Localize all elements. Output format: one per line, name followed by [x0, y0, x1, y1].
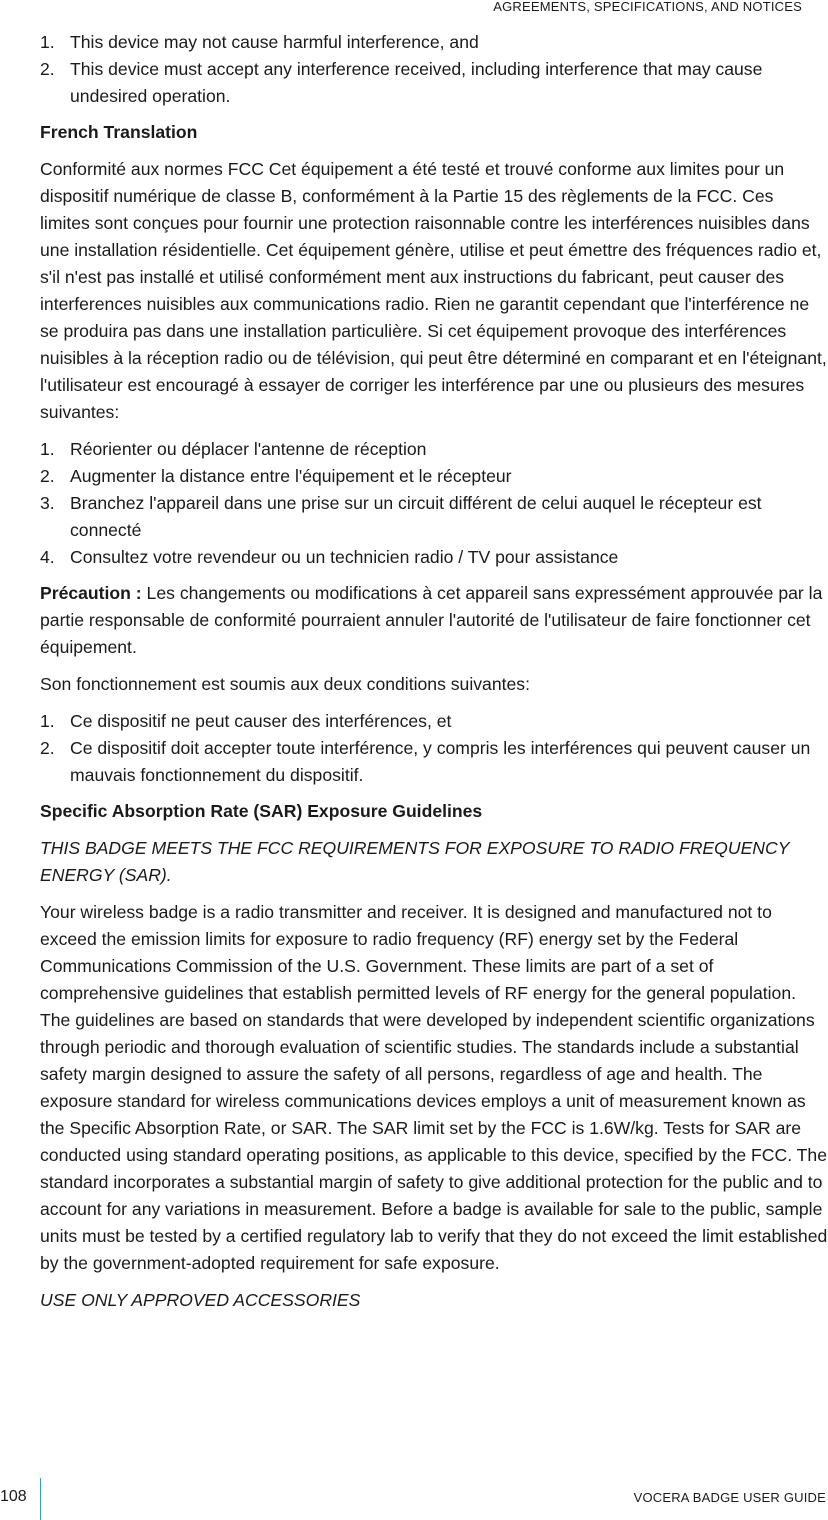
list-number: 1.	[40, 711, 55, 731]
list-item	[40, 490, 828, 544]
list-number: 4.	[40, 547, 55, 567]
list-text: This device may not cause harmful interference, and	[70, 32, 479, 52]
footer-divider	[40, 1478, 41, 1520]
french-conditions-list	[40, 708, 828, 789]
footer-guide-title: VOCERA BADGE USER GUIDE	[633, 1490, 826, 1505]
list-text: Ce dispositif ne peut causer des interférences, et	[70, 711, 452, 731]
page-number: 108	[0, 1488, 27, 1505]
sar-body-paragraph: Your wireless badge is a radio transmitter and receiver. It is designed and manufactured not to exceed the emission limits for exposure to radio frequency (RF) energy set by the Federal Communications Commission of the U.S. Government. These limits are part of a set of comprehensive guidelines that establish permitted levels of RF energy for the general population. The guidelines are based on standards that were developed by independent scientific organizations through periodic and thorough evaluation of scientific studies. The standards include a substantial safety margin designed to assure the safety of all persons, regardless of age and health. The exposure standard for wireless communications devices employs a unit of measurement known as the Specific Absorption Rate, or SAR. The SAR limit set by the FCC is 1.6W/kg. Tests for SAR are conducted using standard operating positions, as applicable to this device, specified by the FCC. The standard incorporates a substantial margin of safety to give additional protection for the public and to account for any variations in measurement. Before a badge is available for sale to the public, sample units must be tested by a certified regulatory lab to verify that they do not exceed the limit established by the government-adopted requirement for safe exposure.	[40, 902, 828, 1273]
approved-accessories-note: USE ONLY APPROVED ACCESSORIES	[40, 1290, 361, 1310]
list-item	[40, 56, 828, 110]
caution-label: Précaution :	[40, 583, 142, 603]
list-number: 2.	[40, 466, 55, 486]
list-number: 1.	[40, 439, 55, 459]
list-number: 1.	[40, 32, 55, 52]
list-number: 2.	[40, 59, 55, 79]
page-content	[40, 29, 828, 1324]
sar-heading: Specific Absorption Rate (SAR) Exposure Guidelines	[40, 801, 483, 821]
french-measures-list	[40, 436, 828, 571]
fcc-conditions-list	[40, 29, 828, 110]
list-item	[40, 463, 828, 490]
list-item	[40, 708, 828, 735]
list-text: Réorienter ou déplacer l'antenne de réception	[70, 439, 427, 459]
running-header: AGREEMENTS, SPECIFICATIONS, AND NOTICES	[493, 0, 802, 14]
list-item	[40, 29, 828, 56]
list-text: Augmenter la distance entre l'équipement et le récepteur	[70, 466, 512, 486]
list-text: Ce dispositif doit accepter toute interférence, y compris les interférences qui peuvent causer un mauvais fonctionnement du dispositif.	[70, 738, 811, 785]
french-intro-paragraph: Conformité aux normes FCC Cet équipement a été testé et trouvé conforme aux limites pour un dispositif numérique de classe B, conformément à la Partie 15 des règlements de la FCC. Ces limites sont conçues pour fournir une protection raisonnable contre les interférences nuisibles dans une installation résidentielle. Cet équipement génère, utilise et peut émettre des fréquences radio et, s'il n'est pas installé et utilisé conformément ment aux instructions du fabricant, peut causer des interferences nuisibles aux communications radio. Rien ne garantit cependant que l'interférence ne se produira pas dans une installation particulière. Si cet équipement provoque des interférences nuisibles à la réception radio ou de télévision, qui peut être déterminé en comparant et en l'éteignant, l'utilisateur est encouragé à essayer de corriger les interférence par une ou plusieurs des mesures suivantes:	[40, 159, 827, 422]
list-text: Branchez l'appareil dans une prise sur un circuit différent de celui auquel le récepteur est connecté	[70, 493, 762, 540]
sar-statement: THIS BADGE MEETS THE FCC REQUIREMENTS FOR EXPOSURE TO RADIO FREQUENCY ENERGY (SAR).	[40, 838, 790, 885]
list-number: 3.	[40, 493, 55, 513]
list-number: 2.	[40, 738, 55, 758]
french-translation-heading: French Translation	[40, 122, 198, 142]
list-item	[40, 544, 828, 571]
list-item	[40, 436, 828, 463]
list-item	[40, 735, 828, 789]
list-text: This device must accept any interference received, including interference that may cause undesired operation.	[70, 59, 763, 106]
caution-paragraph	[40, 580, 828, 661]
list-text: Consultez votre revendeur ou un technicien radio / TV pour assistance	[70, 547, 619, 567]
caution-text: Les changements ou modifications à cet appareil sans expressément approuvée par la partie responsable de conformité pourraient annuler l'autorité de l'utilisateur de faire fonctionner cet équipement.	[40, 583, 823, 657]
conditions-intro: Son fonctionnement est soumis aux deux conditions suivantes:	[40, 674, 530, 694]
